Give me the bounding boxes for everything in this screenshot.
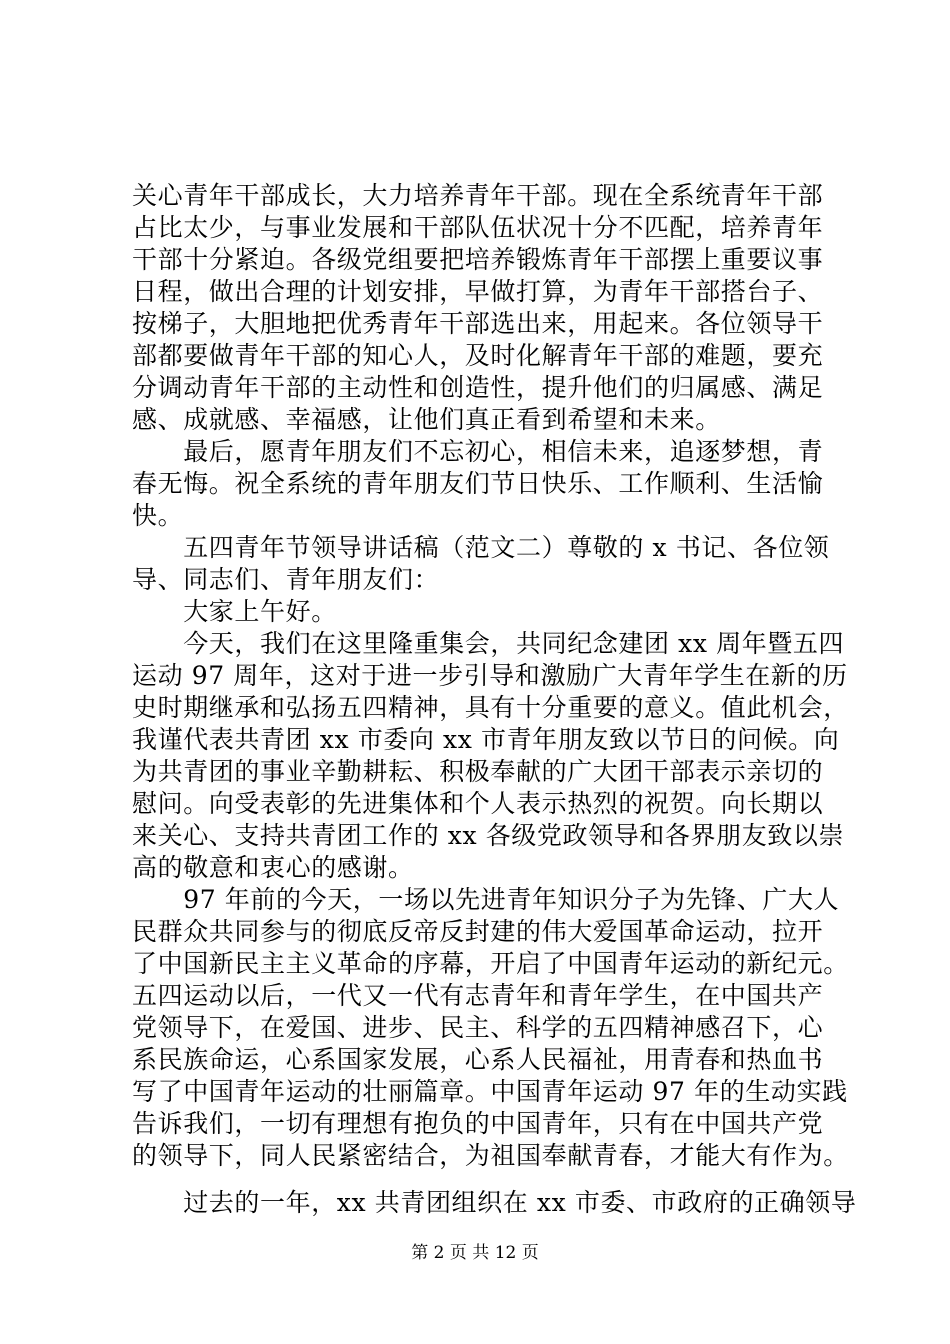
text-line: 来关心、支持共青团工作的 xx 各级党政领导和各界朋友致以崇 [132, 821, 845, 850]
text-line: 今天，我们在这里隆重集会，共同纪念建团 xx 周年暨五四 [132, 629, 845, 658]
text-line: 五四青年节领导讲话稿（范文二）尊敬的 x 书记、各位领 [132, 533, 830, 562]
text-line: 五四运动以后，一代又一代有志青年和青年学生，在中国共产 [132, 981, 824, 1010]
text-line: 最后，愿青年朋友们不忘初心，相信未来，追逐梦想，青 [132, 437, 824, 466]
text-line: 史时期继承和弘扬五四精神，具有十分重要的意义。值此机会， [132, 693, 849, 722]
text-line: 占比太少，与事业发展和干部队伍状况十分不匹配，培养青年 [132, 213, 824, 242]
text-line: 97 年前的今天，一场以先进青年知识分子为先锋、广大人 [132, 885, 840, 914]
text-line: 告诉我们，一切有理想有抱负的中国青年，只有在中国共产党 [132, 1109, 824, 1138]
text-line: 按梯子，大胆地把优秀青年干部选出来，用起来。各位领导干 [132, 309, 824, 338]
text-line: 系民族命运，心系国家发展，心系人民福祉，用青春和热血书 [132, 1045, 824, 1074]
text-line: 分调动青年干部的主动性和创造性，提升他们的归属感、满足 [132, 373, 824, 402]
text-line: 了中国新民主主义革命的序幕，开启了中国青年运动的新纪元。 [132, 949, 849, 978]
text-line: 感、成就感、幸福感，让他们真正看到希望和未来。 [132, 405, 721, 434]
text-line: 大家上午好。 [132, 597, 337, 626]
text-line: 关心青年干部成长，大力培养青年干部。现在全系统青年干部 [132, 181, 824, 210]
page-number-footer: 第 2 页 共 12 页 [411, 1243, 539, 1263]
text-line: 民群众共同参与的彻底反帝反封建的伟大爱国革命运动，拉开 [132, 917, 824, 946]
text-line: 为共青团的事业辛勤耕耘、积极奉献的广大团干部表示亲切的 [132, 757, 824, 786]
text-line: 我谨代表共青团 xx 市委向 xx 市青年朋友致以节日的问候。向 [132, 725, 840, 754]
text-line: 写了中国青年运动的壮丽篇章。中国青年运动 97 年的生动实践 [132, 1077, 848, 1106]
text-line: 日程，做出合理的计划安排，早做打算，为青年干部搭台子、 [132, 277, 824, 306]
text-line: 部都要做青年干部的知心人，及时化解青年干部的难题，要充 [132, 341, 824, 370]
text-line: 慰问。向受表彰的先进集体和个人表示热烈的祝贺。向长期以 [132, 789, 824, 818]
text-line: 运动 97 周年，这对于进一步引导和激励广大青年学生在新的历 [132, 661, 848, 690]
text-line: 的领导下，同人民紧密结合，为祖国奉献青春，才能大有作为。 [132, 1141, 849, 1170]
text-line: 快。 [132, 501, 184, 530]
text-line: 导、同志们、青年朋友们： [132, 565, 440, 594]
text-line: 干部十分紧迫。各级党组要把培养锻炼青年干部摆上重要议事 [132, 245, 824, 274]
text-line: 春无悔。祝全系统的青年朋友们节日快乐、工作顺利、生活愉 [132, 469, 824, 498]
text-line: 过去的一年，xx 共青团组织在 xx 市委、市政府的正确领导 [132, 1188, 857, 1217]
text-line: 党领导下，在爱国、进步、民主、科学的五四精神感召下，心 [132, 1013, 824, 1042]
text-line: 高的敬意和衷心的感谢。 [132, 853, 414, 882]
